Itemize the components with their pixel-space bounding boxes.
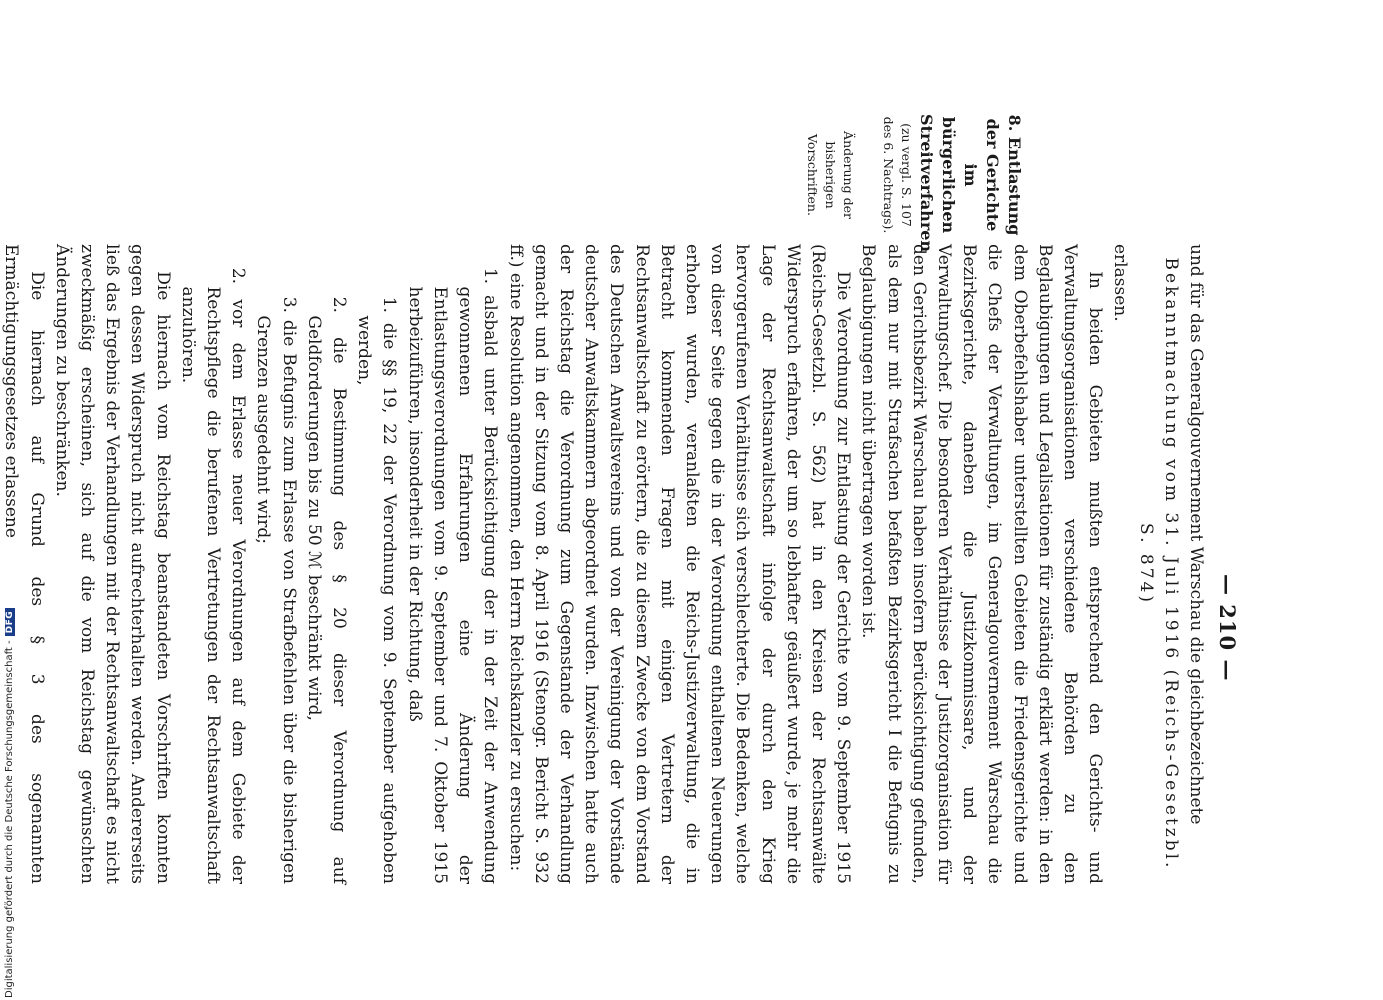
margin-heading [915, 114, 1025, 253]
list-subitem: 1. die §§ 19, 22 der Verordnung vom 9. September aufgehoben werden, [354, 296, 400, 884]
paragraph-gebieten: In beiden Gebieten mußten entsprechend den Gerichts- und Verwaltungsorganisationen verschiedene Behörden zu den Beglaubigungen und Legalisationen für zuständig erklärt werden: in den dem Oberbefehlshaber unterstellten Gebieten die Friedensgerichte und die Chefs der Verwaltungen, im Generalgouvernement Warschau die Bezirksgerichte, daneben die Justizkommissare, und der Verwaltungschef. Die besonderen Verhältnisse der Justizorganisation für den Gerichtsbezirk Warschau haben insofern Berücksichtigung gefunden, als dem nur mit Strafsachen befaßten Bezirksgericht I die Befugnis zu Beglaubigungen nicht übertragen worden ist. [858, 244, 1106, 884]
dfg-logo: DFG [5, 608, 15, 637]
credit-text: Digitalisierung gefördert durch die Deutsche Forschungsgemeinschaft - [4, 640, 15, 998]
list-item: 2. vor dem Erlasse neuer Verordnungen auf dem Gebiete der Rechtspflege die berufenen Vertretungen der Rechtsanwaltschaft anzuhören. [177, 267, 249, 884]
paragraph-verordnung: Die Verordnung zur Entlastung der Gerichte vom 9. September 1915 (Reichs-Gesetzbl. S. 562) hat in den Kreisen der Rechtsanwälte Widerspruch erfahren, der um so lebhafter geäußert wurde, je mehr die Lage der Rechtsanwaltschaft infolge der durch den Krieg hervorgerufenen Verhältnisse sich verschlechterte. Die Bedenken, welche von dieser Seite gegen die in der Verordnung enthaltenen Neuerungen erhoben wurden, veranlaßten die Reichs-Justizverwaltung, die in Betracht kommenden Fragen mit einigen Vertretern der Rechtsanwaltschaft zu erörtern, die zu diesem Zwecke von dem Vorstand des Deutschen Anwaltsvereins und von der Vereinigung der Vorstände deutscher Anwaltskammern abgeordnet wurden. Inzwischen hatte auch der Reichstag die Verordnung zum Gegenstande der Verhandlung gemacht und in der Sitzung vom 8. April 1916 (Stenogr. Bericht S. 932 ff.) eine Resolution angenommen, den Herrn Reichskanzler zu ersuchen: [505, 244, 854, 884]
margin-amendment: Änderung der bisherigen Vorschriften. [805, 131, 856, 219]
continuation-line-2: Bekanntmachung vom 31. Juli 1916 (Reichs-Gesetzbl. S. 874) [1135, 257, 1181, 871]
list-subitem: 2. die Bestimmung des § 20 dieser Verordnung auf Geldforderungen bis zu 50 ℳ beschränkt wird, [303, 296, 350, 884]
list-subitem: 3. die Befugnis zum Erlasse von Strafbefehlen über die bisherigen Grenzen ausgedehnt wird; [253, 296, 299, 884]
margin-heading-text: Entlastung der Gerichte im bürgerlichen Streitverfahren [917, 114, 1024, 253]
list-item: 1. alsbald unter Berücksichtigung der in der Zeit der Anwendung gewonnenen Erfahrungen eine Änderung der Entlastungsverordnungen vom 9. September und 7. Oktober 1915 herbeizuführen, insonderheit in der Richtung, daß [404, 267, 501, 884]
continuation-line-3: erlassen. [1110, 244, 1131, 322]
main-text-column [0, 244, 1208, 884]
continuation-line-1: und für das Generalgouvernement Warschau die gleichbezeichnete [1186, 244, 1206, 825]
resolution-list [175, 244, 503, 884]
margin-reference: (zu vergl. S. 107 des 6. Nachtrags). [881, 116, 914, 234]
margin-note [803, 114, 1025, 253]
paragraph-hiernach: Die hiernach vom Reichstag beanstandeten Vorschriften konnten gegen dessen Widerspruch nicht aufrechterhalten werden. Andererseits ließ das Ergebnis der Verhandlungen mit der Rechtsanwaltschaft es nicht zweckmäßig erscheinen, sich auf die vom Reichstag gewünschten Änderungen zu beschränken. [51, 244, 173, 884]
paragraph-grund: Die hiernach auf Grund des § 3 des sogenannten Ermächtigungsgesetzes erlassene [1, 244, 47, 884]
page-number: — 210 — [1215, 574, 1240, 682]
margin-heading-number: 8. [1005, 114, 1024, 132]
